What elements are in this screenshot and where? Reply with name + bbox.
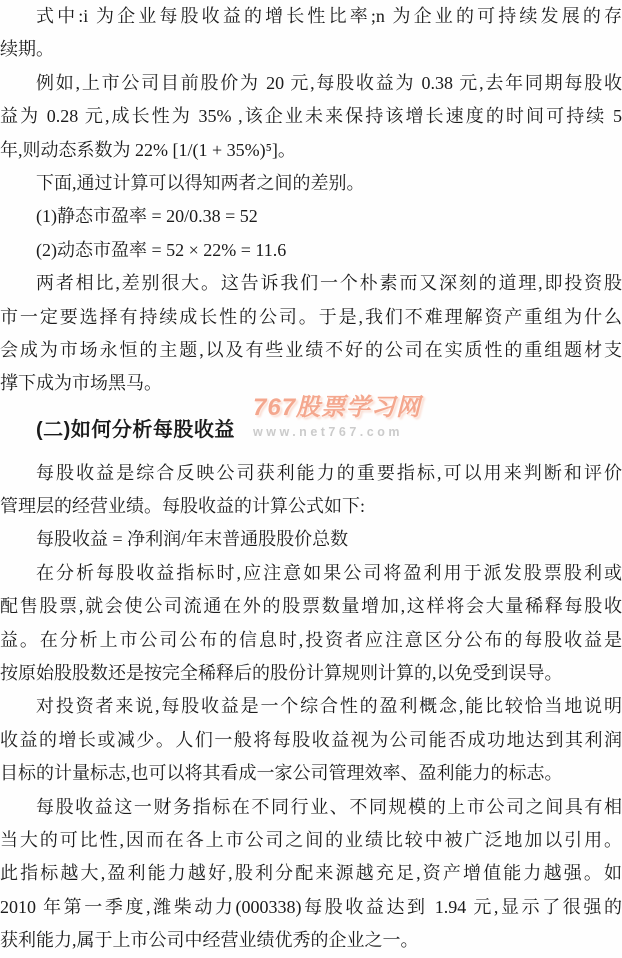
text-line: 管理层的经营业绩。每股收益的计算公式如下: [0,496,365,517]
paragraph [0,167,622,200]
paragraph [0,0,622,67]
text-line: 益。在分析上市公司公布的信息时,投资者应注意区分公布的每股收益是 [0,629,622,650]
text-line: 按原始股股数还是按完全稀释后的股份计算规则计算的,以免受到误导。 [0,663,563,684]
text-line: 续期。 [0,39,54,60]
text-line: 在分析每股收益指标时,应注意如果公司将盈利用于派发股票股利或 [36,562,622,583]
text-line: 每股收益是综合反映公司获利能力的重要指标,可以用来判断和评价 [36,462,622,483]
text-line: 收益的增长或减少。人们一般将每股收益视为公司能否成功地达到其利润 [0,729,622,750]
text-line: 市一定要选择有持续成长性的公司。于是,我们不难理解资产重组为什么 [0,306,622,327]
text-line: 下面,通过计算可以得知两者之间的差别。 [36,172,365,193]
text-line: 每股收益 = 净利润/年末普通股股价总数 [36,529,349,550]
text-line: 2010 年第一季度,潍柴动力(000338)每股收益达到 1.94 元,显示了很强的 [0,896,622,917]
paragraph [0,791,622,958]
text-line: 例如,上市公司目前股价为 20 元,每股收益为 0.38 元,去年同期每股收 [36,72,622,93]
paragraph [0,67,622,167]
paragraph [0,200,622,233]
paragraph [0,690,622,790]
heading-text-line: (二)如何分析每股收益 [36,418,235,441]
watermark-url: www.net767.com [253,425,403,439]
text-line: 益为 0.28 元,成长性为 35% ,该企业未来保持该增长速度的时间可持续 5 [0,106,622,127]
paragraph [0,267,622,401]
paragraph [0,523,622,556]
section-heading [0,413,622,447]
text-line: 年,则动态系数为 22% [1/(1 + 35%)⁵]。 [0,139,296,160]
watermark-logo-text: 767股票学习网 [253,394,422,421]
text-line: 对投资者来说,每股收益是一个综合性的盈利概念,能比较恰当地说明 [36,696,622,717]
paragraph [0,557,622,691]
text-line: 配售股票,就会使公司流通在外的股票数量增加,这样将会大量稀释每股收 [0,596,622,617]
text-line: 获利能力,属于上市公司中经营业绩优秀的企业之一。 [0,930,419,951]
text-line: 撑下成为市场黑马。 [0,373,162,394]
text-line: (1)静态市盈率 = 20/0.38 = 52 [36,206,258,227]
paragraph [0,457,622,524]
text-line: 式中:i 为企业每股收益的增长性比率;n 为企业的可持续发展的存 [36,6,622,26]
text-line: 目标的计量标志,也可以将其看成一家公司管理效率、盈利能力的标志。 [0,763,563,784]
text-line: 会成为市场永恒的主题,以及有些业绩不好的公司在实质性的重组题材支 [0,339,622,360]
text-line: 两者相比,差别很大。这告诉我们一个朴素而又深刻的道理,即投资股 [36,273,622,294]
text-line: 当大的可比性,因而在各上市公司之间的业绩比较中被广泛地加以引用。 [0,829,622,850]
text-line: (2)动态市盈率 = 52 × 22% = 11.6 [36,239,287,260]
text-line: 此指标越大,盈利能力越好,股利分配来源越充足,资产增值能力越强。如 [0,863,622,884]
text-line: 每股收益这一财务指标在不同行业、不同规模的上市公司之间具有相 [36,796,622,817]
paragraph [0,234,622,267]
